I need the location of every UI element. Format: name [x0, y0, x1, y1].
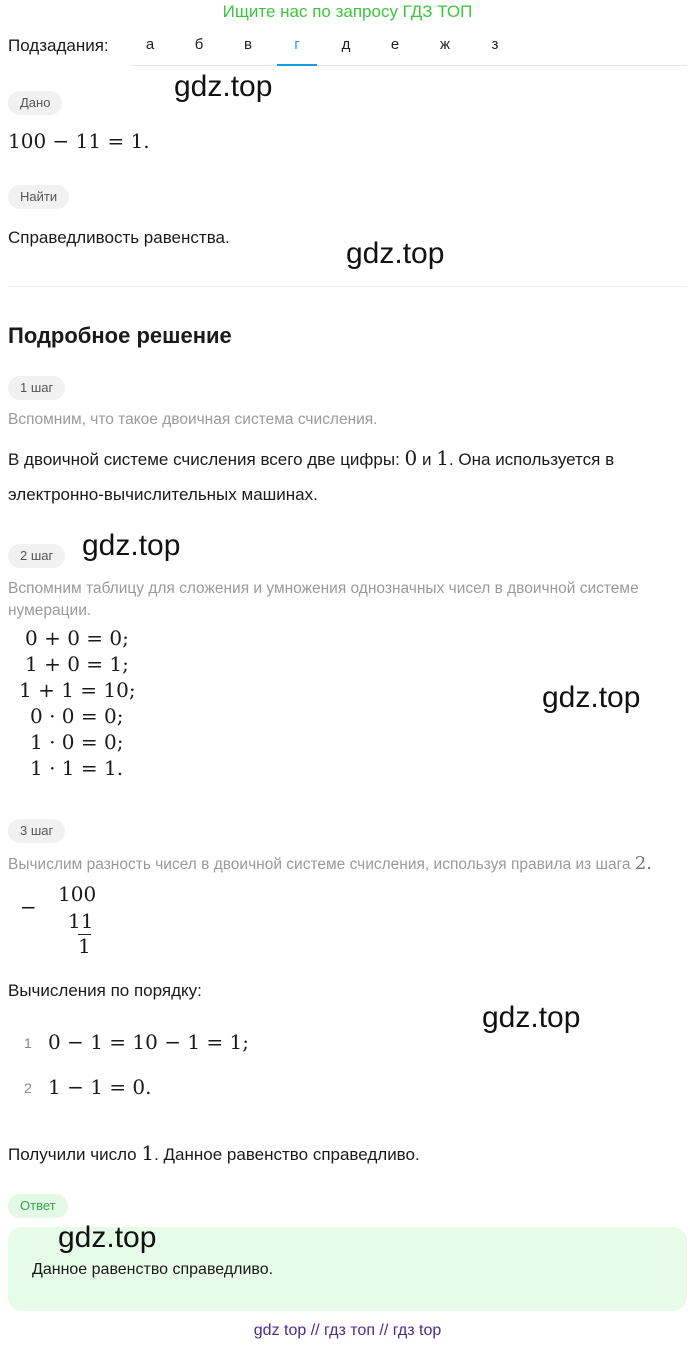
given-expression: 100 − 11 = 1.	[8, 129, 150, 153]
divider	[8, 286, 687, 287]
minuend: 100	[58, 882, 97, 906]
watermark: gdz.top	[58, 1221, 157, 1254]
find-label: Найти	[8, 185, 69, 209]
tab-a[interactable]: а	[145, 36, 155, 53]
subtrahend: 11	[68, 909, 94, 933]
tab-e[interactable]: е	[390, 36, 400, 53]
step-3-hint: Вычислим разность чисел в двоичной системе счисления, используя правила из шага 2.	[8, 853, 652, 874]
watermark: gdz.top	[542, 681, 641, 714]
subtasks-tabs	[130, 30, 687, 66]
watermark: gdz.top	[174, 70, 273, 103]
step-1-label: 1 шаг	[8, 376, 65, 400]
table-row: 1 · 1 = 1.	[30, 756, 124, 780]
search-banner: Ищите нас по запросу ГДЗ ТОП	[222, 2, 473, 21]
calc-step: 0 − 1 = 10 − 1 = 1;	[48, 1030, 249, 1054]
given-label: Дано	[8, 91, 62, 115]
solution-title: Подробное решение	[8, 323, 232, 348]
order-title: Вычисления по порядку:	[8, 981, 202, 1000]
watermark: gdz.top	[346, 237, 445, 270]
step-2-label: 2 шаг	[8, 544, 65, 568]
watermark: gdz.top	[82, 529, 181, 562]
table-row: 1 + 0 = 1;	[25, 652, 129, 676]
answer-text: Данное равенство справедливо.	[32, 1261, 274, 1278]
tab-g[interactable]: г	[277, 30, 317, 66]
tab-v[interactable]: в	[244, 36, 252, 53]
answer-label: Ответ	[8, 1194, 68, 1218]
step-number: 2	[24, 1080, 32, 1096]
minus-sign: −	[20, 895, 37, 919]
table-row: 0 + 0 = 0;	[25, 626, 129, 650]
conclusion: Получили число 1. Данное равенство справедливо.	[8, 1141, 420, 1165]
step-1-text-line1: В двоичной системе счисления всего две цифры: 0 и 1. Она используется в	[8, 446, 615, 470]
step-1-hint: Вспомним, что такое двоичная система счисления.	[8, 411, 378, 428]
step-number: 1	[24, 1035, 32, 1051]
tab-zh[interactable]: ж	[439, 36, 451, 53]
table-row: 1 · 0 = 0;	[30, 730, 124, 754]
difference: 1	[78, 934, 91, 958]
watermark: gdz.top	[482, 1001, 581, 1034]
tab-d[interactable]: д	[341, 36, 351, 53]
table-row: 1 + 1 = 10;	[19, 678, 136, 702]
tab-b[interactable]: б	[194, 36, 204, 53]
column-subtraction	[0, 882, 120, 962]
step-3-label: 3 шаг	[8, 819, 65, 843]
calc-step: 1 − 1 = 0.	[48, 1075, 152, 1099]
subtasks-label: Подзадания:	[8, 36, 109, 55]
find-text: Справедливость равенства.	[8, 228, 230, 247]
footer-links[interactable]: gdz top // гдз топ // гдз top	[253, 1322, 442, 1339]
step-1-text-line2: электронно-вычислительных машинах.	[8, 485, 318, 504]
step-2-hint-line2: нумерации.	[8, 602, 92, 619]
table-row: 0 · 0 = 0;	[30, 704, 124, 728]
step-2-hint-line1: Вспомним таблицу для сложения и умножения однозначных чисел в двоичной системе	[8, 580, 639, 597]
tab-z[interactable]: з	[491, 36, 499, 53]
